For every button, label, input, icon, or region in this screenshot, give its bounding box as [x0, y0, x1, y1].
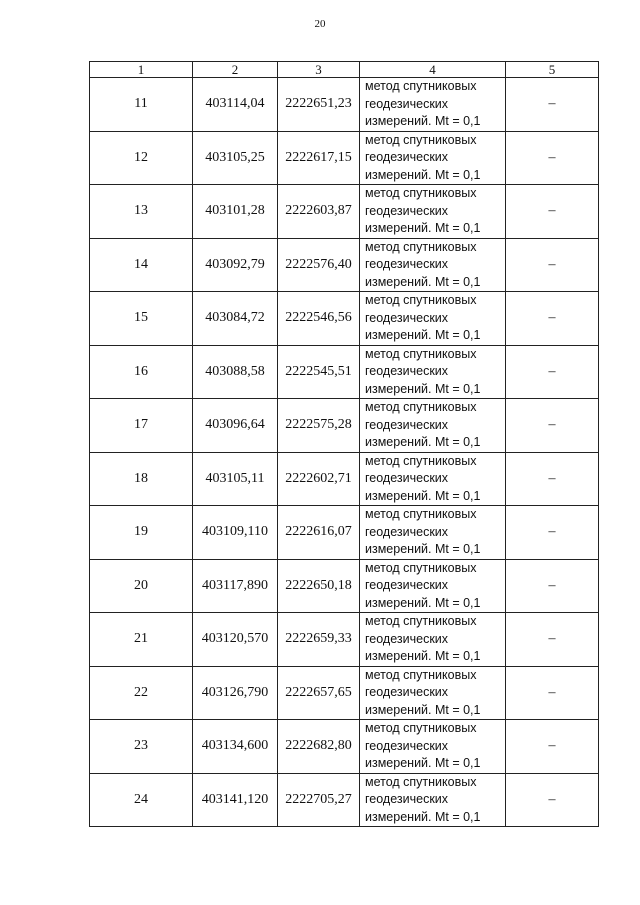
method-line: метод спутниковых: [365, 560, 477, 575]
method-line: измерений. Mt = 0,1: [365, 702, 481, 717]
note-cell: –: [506, 78, 599, 132]
method-line: метод спутниковых: [365, 400, 477, 414]
method-line: геодезических: [365, 203, 449, 218]
point-number-cell: 16: [90, 345, 193, 399]
y-coordinate-cell: 2222705,27: [278, 773, 360, 827]
table-row: [90, 506, 599, 560]
table-row: [90, 452, 599, 506]
method-cell: [360, 452, 506, 506]
method-line: геодезических: [365, 364, 449, 378]
point-number-cell: 20: [90, 559, 193, 613]
x-coordinate-cell: 403120,570: [193, 613, 278, 667]
method-line: геодезических: [365, 417, 449, 432]
y-coordinate-cell: 2222545,51: [278, 345, 360, 399]
y-coordinate-cell: 2222603,87: [278, 185, 360, 239]
method-line: геодезических: [365, 257, 449, 271]
method-cell: [360, 720, 506, 774]
method-line: геодезических: [365, 524, 449, 539]
point-number-cell: 11: [90, 78, 193, 132]
method-line: геодезических: [365, 631, 449, 646]
header-col-5: 5: [506, 62, 599, 78]
table-row: [90, 185, 599, 239]
header-col-4: 4: [360, 62, 506, 78]
method-line: геодезических: [365, 738, 449, 753]
point-number-cell: 12: [90, 131, 193, 185]
method-line: измерений. Mt = 0,1: [365, 649, 481, 663]
method-line: метод спутниковых: [365, 293, 477, 307]
y-coordinate-cell: 2222546,56: [278, 292, 360, 346]
y-coordinate-cell: 2222616,07: [278, 506, 360, 560]
method-cell: [360, 559, 506, 613]
note-cell: –: [506, 238, 599, 292]
table-row: [90, 666, 599, 720]
point-number-cell: 17: [90, 399, 193, 453]
point-number-cell: 14: [90, 238, 193, 292]
method-line: метод спутниковых: [365, 721, 477, 735]
x-coordinate-cell: 403141,120: [193, 773, 278, 827]
note-cell: –: [506, 185, 599, 239]
y-coordinate-cell: 2222651,23: [278, 78, 360, 132]
note-cell: –: [506, 399, 599, 453]
method-line: измерений. Mt = 0,1: [365, 488, 481, 503]
point-number-cell: 21: [90, 613, 193, 667]
method-line: измерений. Mt = 0,1: [365, 809, 481, 824]
note-cell: –: [506, 506, 599, 560]
x-coordinate-cell: 403092,79: [193, 238, 278, 292]
x-coordinate-cell: 403084,72: [193, 292, 278, 346]
method-line: геодезических: [365, 792, 449, 806]
method-line: геодезических: [365, 310, 449, 325]
method-cell: [360, 399, 506, 453]
point-number-cell: 24: [90, 773, 193, 827]
x-coordinate-cell: 403088,58: [193, 345, 278, 399]
method-cell: [360, 773, 506, 827]
method-cell: [360, 185, 506, 239]
table-row: [90, 131, 599, 185]
method-line: геодезических: [365, 150, 449, 164]
x-coordinate-cell: 403109,110: [193, 506, 278, 560]
x-coordinate-cell: 403105,25: [193, 131, 278, 185]
note-cell: –: [506, 559, 599, 613]
method-line: метод спутниковых: [365, 667, 477, 682]
method-cell: [360, 506, 506, 560]
y-coordinate-cell: 2222617,15: [278, 131, 360, 185]
point-number-cell: 13: [90, 185, 193, 239]
y-coordinate-cell: 2222575,28: [278, 399, 360, 453]
method-line: измерений. Mt = 0,1: [365, 542, 481, 556]
y-coordinate-cell: 2222682,80: [278, 720, 360, 774]
method-line: метод спутниковых: [365, 186, 477, 200]
method-line: измерений. Mt = 0,1: [365, 756, 481, 770]
header-row: [90, 62, 599, 78]
method-line: измерений. Mt = 0,1: [365, 114, 481, 128]
y-coordinate-cell: 2222659,33: [278, 613, 360, 667]
method-cell: [360, 292, 506, 346]
table-row: [90, 720, 599, 774]
table-row: [90, 773, 599, 827]
table-row: [90, 559, 599, 613]
y-coordinate-cell: 2222650,18: [278, 559, 360, 613]
coordinates-table: [89, 61, 599, 827]
method-line: метод спутниковых: [365, 239, 477, 254]
note-cell: –: [506, 773, 599, 827]
method-line: измерений. Mt = 0,1: [365, 595, 481, 610]
note-cell: –: [506, 452, 599, 506]
x-coordinate-cell: 403096,64: [193, 399, 278, 453]
point-number-cell: 23: [90, 720, 193, 774]
method-line: измерений. Mt = 0,1: [365, 328, 481, 342]
point-number-cell: 19: [90, 506, 193, 560]
x-coordinate-cell: 403117,890: [193, 559, 278, 613]
table-row: [90, 238, 599, 292]
note-cell: –: [506, 666, 599, 720]
method-cell: [360, 78, 506, 132]
table-row: [90, 78, 599, 132]
method-cell: [360, 238, 506, 292]
method-cell: [360, 345, 506, 399]
note-cell: –: [506, 292, 599, 346]
method-line: геодезических: [365, 96, 449, 111]
table-row: [90, 399, 599, 453]
method-line: метод спутниковых: [365, 507, 477, 521]
x-coordinate-cell: 403101,28: [193, 185, 278, 239]
method-line: метод спутниковых: [365, 453, 477, 468]
method-line: измерений. Mt = 0,1: [365, 435, 481, 449]
table-row: [90, 613, 599, 667]
header-col-3: 3: [278, 62, 360, 78]
page-number: 20: [314, 18, 326, 30]
method-line: метод спутниковых: [365, 774, 477, 789]
y-coordinate-cell: 2222576,40: [278, 238, 360, 292]
table-row: [90, 292, 599, 346]
method-cell: [360, 613, 506, 667]
method-line: метод спутниковых: [365, 346, 477, 361]
point-number-cell: 15: [90, 292, 193, 346]
method-line: измерений. Mt = 0,1: [365, 167, 481, 182]
x-coordinate-cell: 403134,600: [193, 720, 278, 774]
note-cell: –: [506, 720, 599, 774]
note-cell: –: [506, 131, 599, 185]
method-line: метод спутниковых: [365, 132, 477, 147]
x-coordinate-cell: 403105,11: [193, 452, 278, 506]
method-line: геодезических: [365, 685, 449, 699]
x-coordinate-cell: 403126,790: [193, 666, 278, 720]
method-line: метод спутниковых: [365, 79, 477, 93]
table-row: [90, 345, 599, 399]
point-number-cell: 22: [90, 666, 193, 720]
method-line: измерений. Mt = 0,1: [365, 274, 481, 289]
y-coordinate-cell: 2222602,71: [278, 452, 360, 506]
table-body: [90, 78, 599, 827]
header-col-2: 2: [193, 62, 278, 78]
y-coordinate-cell: 2222657,65: [278, 666, 360, 720]
note-cell: –: [506, 613, 599, 667]
method-line: метод спутниковых: [365, 614, 477, 628]
header-col-1: 1: [90, 62, 193, 78]
method-line: геодезических: [365, 471, 449, 485]
method-line: измерений. Mt = 0,1: [365, 221, 481, 235]
method-line: измерений. Mt = 0,1: [365, 381, 481, 396]
method-cell: [360, 666, 506, 720]
x-coordinate-cell: 403114,04: [193, 78, 278, 132]
method-cell: [360, 131, 506, 185]
point-number-cell: 18: [90, 452, 193, 506]
method-line: геодезических: [365, 578, 449, 592]
note-cell: –: [506, 345, 599, 399]
